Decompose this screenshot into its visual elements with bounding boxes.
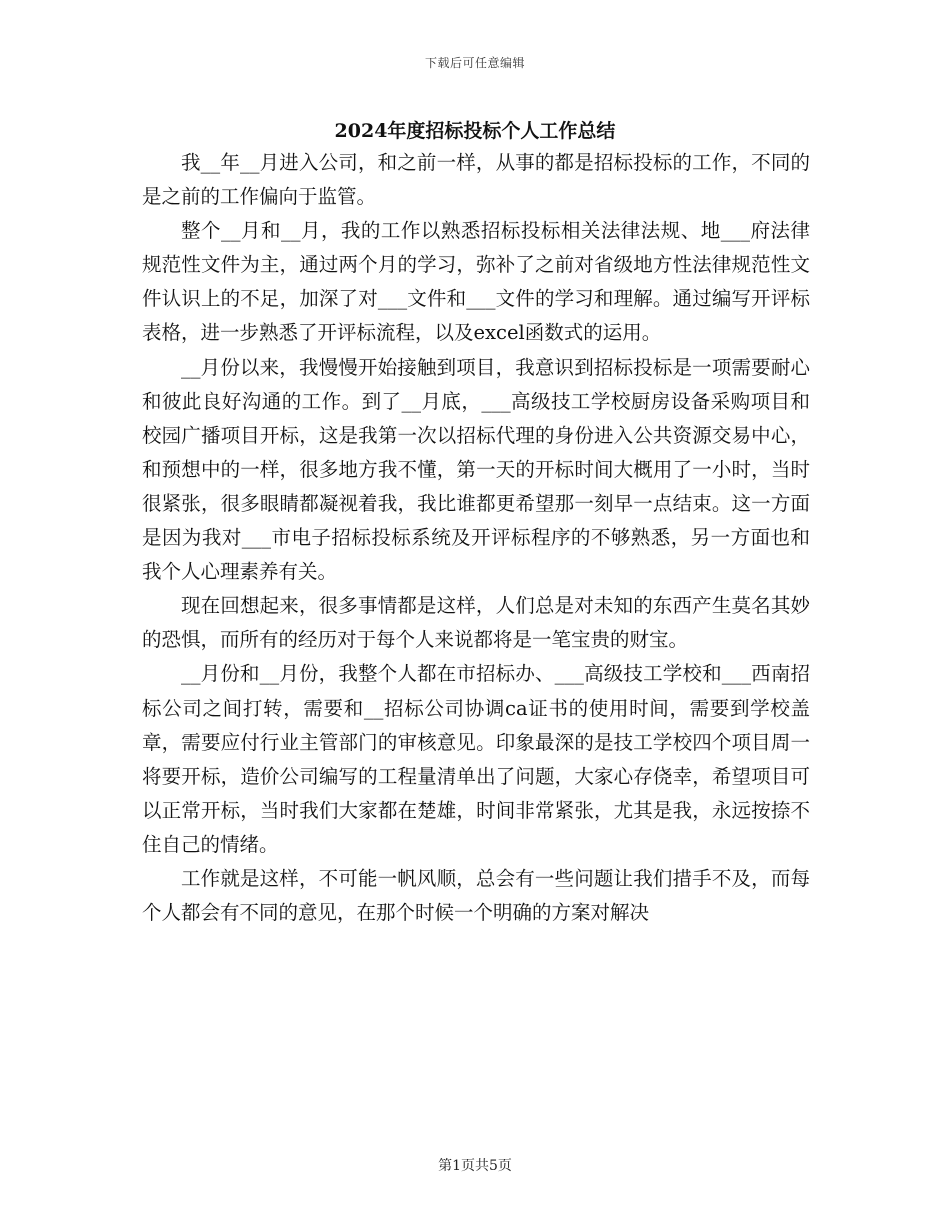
paragraph-6: 工作就是这样，不可能一帆风顺，总会有一些问题让我们措手不及，而每个人都会有不同的意见，在那个时候一个明确的方案对解决	[142, 866, 810, 925]
header-note: 下载后可任意编辑	[424, 56, 525, 70]
paragraph-3: __月份以来，我慢慢开始接触到项目，我意识到招标投标是一项需要耐心和彼此良好沟通的工作。到了__月底，___高级技工学校厨房设备采购项目和校园广播项目开标，这是我第一次以招标代理的身份进入公共资源交易中心，和预想中的一样，很多地方我不懂，第一天的开标时间大概用了一小时，当时很紧张，很多眼睛都凝视着我，我比谁都更希望那一刻早一点结束。这一方面是因为我对___市电子招标投标系统及开评标程序的不够熟悉，另一方面也和我个人心理素养有关。	[142, 355, 810, 584]
paragraph-4: 现在回想起来，很多事情都是这样，人们总是对未知的东西产生莫名其妙的恐惧，而所有的经历对于每个人来说都将是一笔宝贵的财宝。	[142, 594, 810, 652]
paragraph-5: __月份和__月份，我整个人都在市招标办、___高级技工学校和___西南招标公司之间打转，需要和__招标公司协调ca证书的使用时间，需要到学校盖章，需要应付行业主管部门的审核意见。印象最深的是技工学校四个项目周一将要开标，造价公司编写的工程量清单出了问题，大家心存侥幸，希望项目可以正常开标，当时我们大家都在楚雄，时间非常紧张，尤其是我，永远按捺不住自己的情绪。	[142, 662, 810, 856]
document-body	[142, 146, 810, 930]
page-number-footer: 第1页共5页	[438, 1158, 512, 1174]
document-title: 2024年度招标投标个人工作总结	[334, 120, 616, 142]
paragraph-2: 整个__月和__月，我的工作以熟悉招标投标相关法律法规、地___府法律规范性文件为主，通过两个月的学习，弥补了之前对省级地方性法律规范性文件认识上的不足，加深了对___文件和___文件的学习和理解。通过编写开评标表格，进一步熟悉了开评标流程，以及excel函数式的运用。	[142, 219, 810, 345]
paragraph-1: 我__年__月进入公司，和之前一样，从事的都是招标投标的工作，不同的是之前的工作偏向于监管。	[142, 151, 810, 209]
